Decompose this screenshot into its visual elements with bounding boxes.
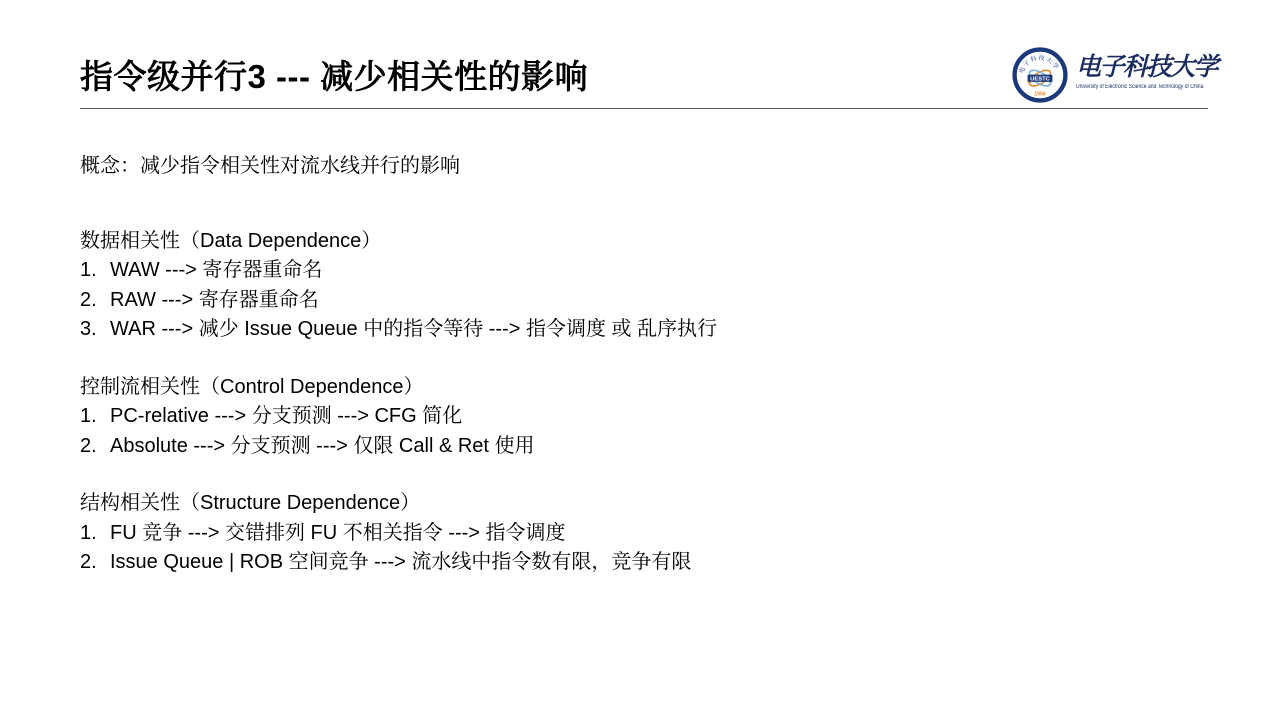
university-name-en: University of Electronic Science and Technology of China: [1076, 84, 1204, 90]
item-number: 2.: [80, 434, 97, 457]
list-item: [80, 432, 1200, 462]
title-divider: [80, 108, 1208, 109]
section-header: 控制流相关性（Control Dependence）: [80, 375, 424, 398]
item-number: 1.: [80, 405, 97, 427]
list-item: [80, 286, 1200, 316]
item-number: 1.: [80, 259, 97, 281]
item-number: 2.: [80, 288, 97, 311]
item-text: FU 竞争 ---> 交错排列 FU 不相关指令 ---> 指令调度: [110, 521, 566, 544]
section-header: 数据相关性（Data Dependence）: [80, 229, 382, 252]
item-number: 1.: [80, 521, 97, 544]
list-item: [80, 256, 1200, 286]
item-text: PC-relative ---> 分支预测 ---> CFG 简化: [110, 405, 463, 427]
emblem-year: 1956: [1034, 91, 1046, 98]
section-header: 结构相关性（Structure Dependence）: [80, 492, 421, 514]
university-name-cn: 电子科技大学: [1076, 54, 1218, 81]
emblem-acronym: UESTC: [1030, 76, 1050, 83]
item-text: RAW ---> 寄存器重命名: [110, 288, 319, 311]
list-item: [80, 315, 1200, 345]
list-item: [80, 402, 1200, 432]
item-number: 3.: [80, 318, 97, 340]
item-text: Absolute ---> 分支预测 ---> 仅限 Call & Ret 使用: [110, 434, 535, 457]
item-text: Issue Queue | ROB 空间竞争 ---> 流水线中指令数有限，竞争有限: [110, 551, 692, 573]
page-title: 指令级并行3 --- 减少相关性的影响: [80, 58, 589, 95]
concept-line: 概念：减少指令相关性对流水线并行的影响: [80, 155, 460, 177]
section-control-dependence: [80, 373, 1200, 462]
list-item: [80, 519, 1200, 549]
item-number: 2.: [80, 551, 97, 573]
list-item: [80, 548, 1200, 578]
section-data-dependence: [80, 227, 1200, 345]
uestc-emblem-icon: [1012, 47, 1068, 103]
emblem-arc-text: 电子科技大学: [1018, 54, 1061, 75]
item-text: WAR ---> 减少 Issue Queue 中的指令等待 ---> 指令调度 或 乱序执行: [110, 318, 718, 340]
section-structure-dependence: [80, 489, 1200, 578]
item-text: WAW ---> 寄存器重命名: [110, 259, 323, 281]
slide-body: [80, 152, 1200, 578]
university-logo: [1012, 47, 1228, 103]
university-name: [1076, 47, 1228, 90]
